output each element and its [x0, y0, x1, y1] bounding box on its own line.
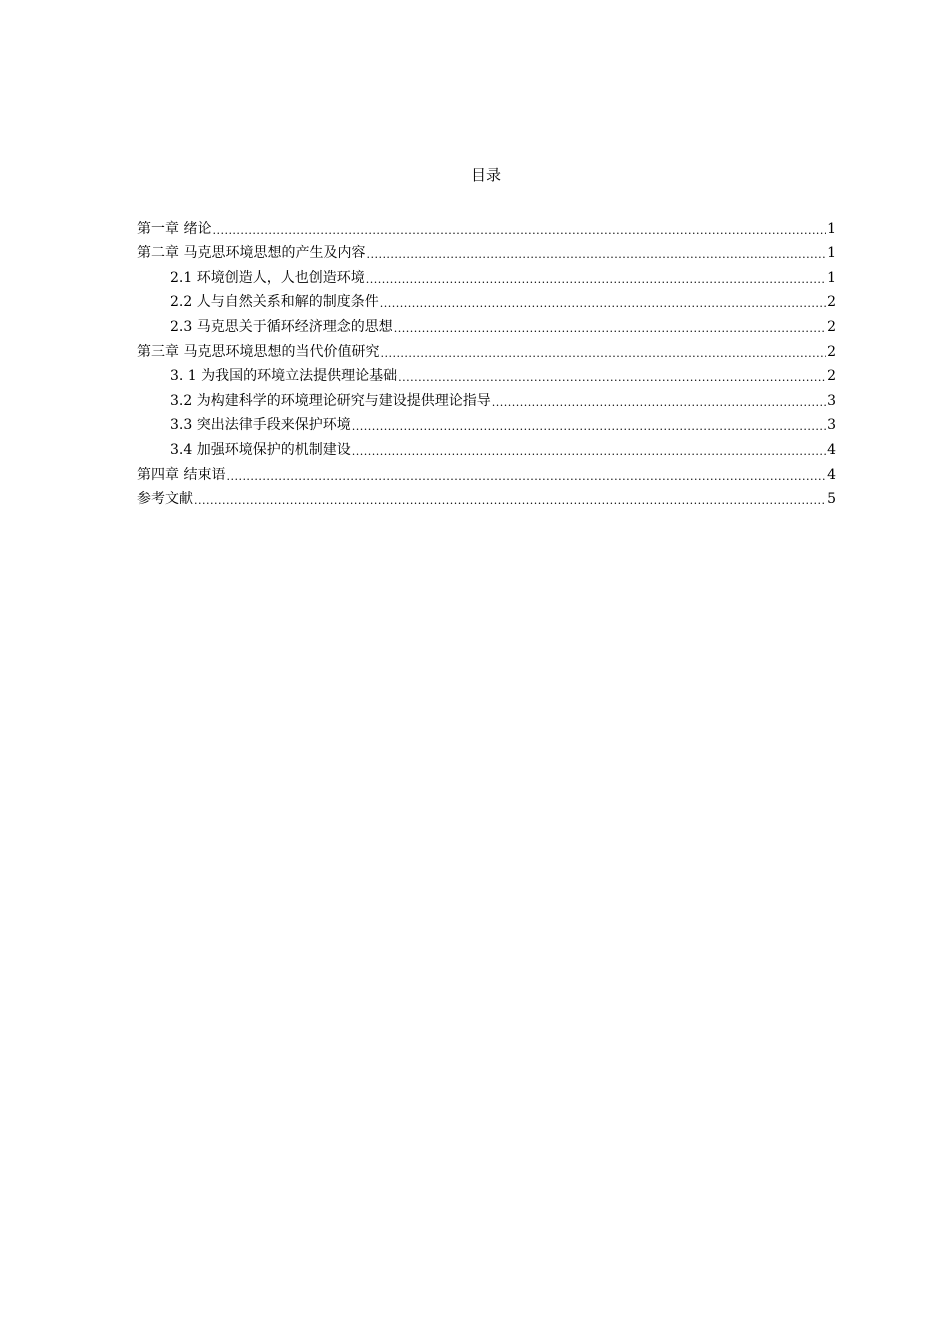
toc-page-number: 3: [827, 392, 836, 409]
toc-entry-section-3-4[interactable]: [137, 435, 836, 460]
table-of-contents: [137, 214, 836, 509]
toc-page-number: 2: [827, 318, 836, 335]
toc-page-number: 3: [827, 417, 836, 434]
toc-dot-leader: [352, 444, 826, 460]
toc-entry-chapter-1[interactable]: [137, 214, 836, 239]
toc-dot-leader: [492, 395, 826, 411]
toc-entry-references[interactable]: [137, 485, 836, 510]
toc-page-number: 4: [827, 466, 836, 483]
toc-entry-label: 3.3 突出法律手段来保护环境: [170, 417, 351, 434]
toc-dot-leader: [194, 493, 826, 509]
toc-entry-section-3-2[interactable]: [137, 386, 836, 411]
toc-title: 目录: [470, 166, 501, 184]
toc-entry-chapter-2[interactable]: [137, 239, 836, 264]
toc-dot-leader: [226, 469, 826, 485]
toc-entry-section-2-3[interactable]: [137, 312, 836, 337]
toc-page-number: 4: [827, 441, 836, 458]
toc-entry-label: 第四章 结束语: [137, 466, 226, 483]
toc-dot-leader: [398, 370, 826, 386]
toc-dot-leader: [352, 419, 826, 435]
toc-entry-label: 3.4 加强环境保护的机制建设: [170, 441, 351, 458]
toc-entry-section-2-2[interactable]: [137, 288, 836, 313]
toc-entry-label: 第一章 绪论: [137, 220, 212, 237]
toc-entry-label: 2.3 马克思关于循环经济理念的思想: [170, 318, 393, 335]
toc-page-number: 2: [827, 343, 836, 360]
toc-dot-leader: [366, 272, 826, 288]
toc-page-number: 2: [827, 368, 836, 385]
toc-dot-leader: [380, 296, 826, 312]
toc-page-number: 1: [827, 220, 836, 237]
toc-page-number: 1: [827, 245, 836, 262]
toc-entry-chapter-3[interactable]: [137, 337, 836, 362]
toc-entry-label: 2.1 环境创造人，人也创造环境: [170, 269, 365, 286]
toc-entry-label: 第三章 马克思环境思想的当代价值研究: [137, 343, 380, 360]
toc-entry-section-3-3[interactable]: [137, 411, 836, 436]
toc-page-number: 5: [827, 491, 836, 508]
toc-dot-leader: [212, 223, 826, 239]
toc-entry-label: 第二章 马克思环境思想的产生及内容: [137, 245, 366, 262]
toc-entry-label: 2.2 人与自然关系和解的制度条件: [170, 294, 379, 311]
toc-entry-chapter-4[interactable]: [137, 460, 836, 485]
toc-page-number: 2: [827, 294, 836, 311]
toc-dot-leader: [394, 321, 826, 337]
toc-entry-section-3-1[interactable]: [137, 362, 836, 387]
toc-entry-section-2-1[interactable]: [137, 263, 836, 288]
toc-entry-label: 参考文献: [137, 491, 193, 508]
toc-dot-leader: [380, 346, 826, 362]
toc-entry-label: 3. 1 为我国的环境立法提供理论基础: [170, 368, 398, 385]
toc-entry-label: 3.2 为构建科学的环境理论研究与建设提供理论指导: [170, 392, 491, 409]
toc-dot-leader: [366, 247, 826, 263]
toc-page-number: 1: [827, 269, 836, 286]
